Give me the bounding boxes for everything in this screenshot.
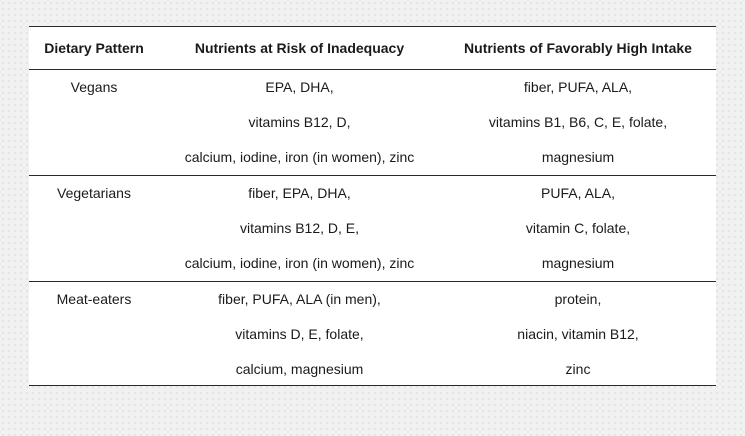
cell-high	[440, 176, 716, 282]
cell-pattern	[29, 70, 159, 176]
cell-pattern	[29, 176, 159, 282]
risk-line: calcium, iodine, iron (in women), zinc	[184, 255, 415, 271]
cell-high	[440, 70, 716, 176]
high-line: fiber, PUFA, ALA,	[523, 79, 633, 95]
nutrient-table-card	[29, 26, 716, 386]
high-line: protein,	[554, 291, 602, 307]
cell-pattern	[29, 282, 159, 388]
table-header-row	[29, 27, 716, 70]
risk-line: vitamins B12, D, E,	[239, 220, 360, 236]
cell-risk	[159, 176, 440, 282]
risk-line: fiber, PUFA, ALA (in men),	[218, 291, 381, 307]
header-nutrients-at-risk: Nutrients at Risk of Inadequacy	[159, 27, 440, 70]
pattern-label: Vegans	[70, 79, 118, 95]
pattern-label: Vegetarians	[57, 185, 131, 201]
cell-risk	[159, 70, 440, 176]
high-line: magnesium	[541, 255, 615, 271]
cell-risk	[159, 282, 440, 388]
high-line: zinc	[565, 361, 591, 377]
pattern-label: Meat-eaters	[56, 291, 132, 307]
table-row-vegetarians	[29, 176, 716, 282]
risk-line: calcium, magnesium	[235, 361, 364, 377]
risk-line: EPA, DHA,	[265, 79, 334, 95]
header-dietary-pattern: Dietary Pattern	[29, 27, 159, 70]
high-line: PUFA, ALA,	[541, 185, 615, 201]
high-line: magnesium	[541, 149, 615, 165]
high-line: vitamins B1, B6, C, E, folate,	[488, 114, 668, 130]
table-row-meat-eaters	[29, 282, 716, 388]
high-line: niacin, vitamin B12,	[517, 326, 639, 342]
header-nutrients-high-intake: Nutrients of Favorably High Intake	[440, 27, 716, 70]
risk-line: vitamins D, E, folate,	[235, 326, 364, 342]
risk-line: vitamins B12, D,	[248, 114, 351, 130]
risk-line: calcium, iodine, iron (in women), zinc	[184, 149, 415, 165]
nutrient-table	[29, 27, 716, 387]
risk-line: fiber, EPA, DHA,	[248, 185, 351, 201]
high-line: vitamin C, folate,	[525, 220, 631, 236]
table-row-vegans	[29, 70, 716, 176]
cell-high	[440, 282, 716, 388]
